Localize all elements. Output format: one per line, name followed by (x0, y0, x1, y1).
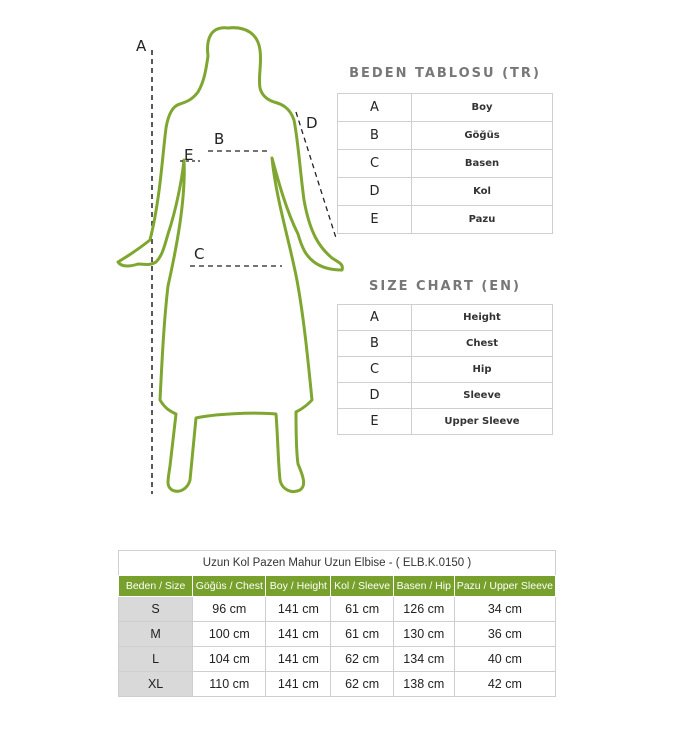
legend-letter: C (338, 357, 412, 383)
legend-term: Göğüs (412, 122, 553, 150)
legend-term: Chest (412, 331, 553, 357)
legend-tr-title: BEDEN TABLOSU (TR) (349, 66, 541, 81)
height-cell: 141 cm (266, 672, 331, 697)
legend-term: Kol (412, 178, 553, 206)
legend-term: Hip (412, 357, 553, 383)
size-table-caption: Uzun Kol Pazen Mahur Uzun Elbise - ( ELB.K.0150 ) (118, 550, 556, 575)
height-cell: 141 cm (266, 622, 331, 647)
legend-term: Pazu (412, 206, 553, 234)
legend-tr-row (338, 150, 553, 178)
table-row (119, 647, 556, 672)
legend-letter: C (338, 150, 412, 178)
sleeve-cell: 61 cm (331, 597, 394, 622)
upper-sleeve-cell: 42 cm (454, 672, 555, 697)
legend-letter: B (338, 122, 412, 150)
legend-tr-row (338, 94, 553, 122)
header-size: Beden / Size (119, 576, 193, 597)
sleeve-cell: 61 cm (331, 622, 394, 647)
header-chest: Göğüs / Chest (193, 576, 266, 597)
legend-en-row (338, 331, 553, 357)
legend-term: Upper Sleeve (412, 409, 553, 435)
table-row (119, 597, 556, 622)
legend-tr-row (338, 122, 553, 150)
legend-letter: A (338, 305, 412, 331)
table-row (119, 672, 556, 697)
label-d: D (306, 114, 318, 132)
header-hip: Basen / Hip (393, 576, 454, 597)
sleeve-cell: 62 cm (331, 647, 394, 672)
size-cell: L (119, 647, 193, 672)
legend-letter: D (338, 383, 412, 409)
dress-silhouette-figure (110, 20, 360, 500)
legend-letter: A (338, 94, 412, 122)
sleeve-cell: 62 cm (331, 672, 394, 697)
legend-tr-table (337, 93, 553, 234)
upper-sleeve-cell: 34 cm (454, 597, 555, 622)
legend-letter: E (338, 206, 412, 234)
size-table (118, 550, 556, 697)
chest-cell: 104 cm (193, 647, 266, 672)
legend-term: Sleeve (412, 383, 553, 409)
size-cell: S (119, 597, 193, 622)
legend-term: Height (412, 305, 553, 331)
size-table-container (118, 550, 556, 697)
hip-cell: 138 cm (393, 672, 454, 697)
hip-cell: 130 cm (393, 622, 454, 647)
hip-cell: 126 cm (393, 597, 454, 622)
table-row (119, 622, 556, 647)
size-cell: M (119, 622, 193, 647)
header-height: Boy / Height (266, 576, 331, 597)
legend-en-row (338, 409, 553, 435)
legend-en-table (337, 304, 553, 435)
label-e: E (184, 146, 194, 164)
legend-term: Basen (412, 150, 553, 178)
header-sleeve: Kol / Sleeve (331, 576, 394, 597)
upper-sleeve-cell: 40 cm (454, 647, 555, 672)
chest-cell: 110 cm (193, 672, 266, 697)
legend-en-row (338, 383, 553, 409)
legend-letter: D (338, 178, 412, 206)
height-cell: 141 cm (266, 597, 331, 622)
size-cell: XL (119, 672, 193, 697)
header-upper-sleeve: Pazu / Upper Sleeve (454, 576, 555, 597)
legend-tr-row (338, 206, 553, 234)
upper-sleeve-cell: 36 cm (454, 622, 555, 647)
legend-letter: E (338, 409, 412, 435)
legend-letter: B (338, 331, 412, 357)
hip-cell: 134 cm (393, 647, 454, 672)
legend-en-row (338, 357, 553, 383)
chest-cell: 96 cm (193, 597, 266, 622)
legend-tr-row (338, 178, 553, 206)
silhouette-drawing (110, 20, 360, 500)
legend-term: Boy (412, 94, 553, 122)
label-c: C (194, 245, 205, 263)
size-table-header-row (119, 576, 556, 597)
chest-cell: 100 cm (193, 622, 266, 647)
height-cell: 141 cm (266, 647, 331, 672)
label-b: B (214, 130, 225, 148)
legend-en-title: SIZE CHART (EN) (369, 279, 521, 294)
legend-en-row (338, 305, 553, 331)
label-a: A (136, 37, 147, 55)
